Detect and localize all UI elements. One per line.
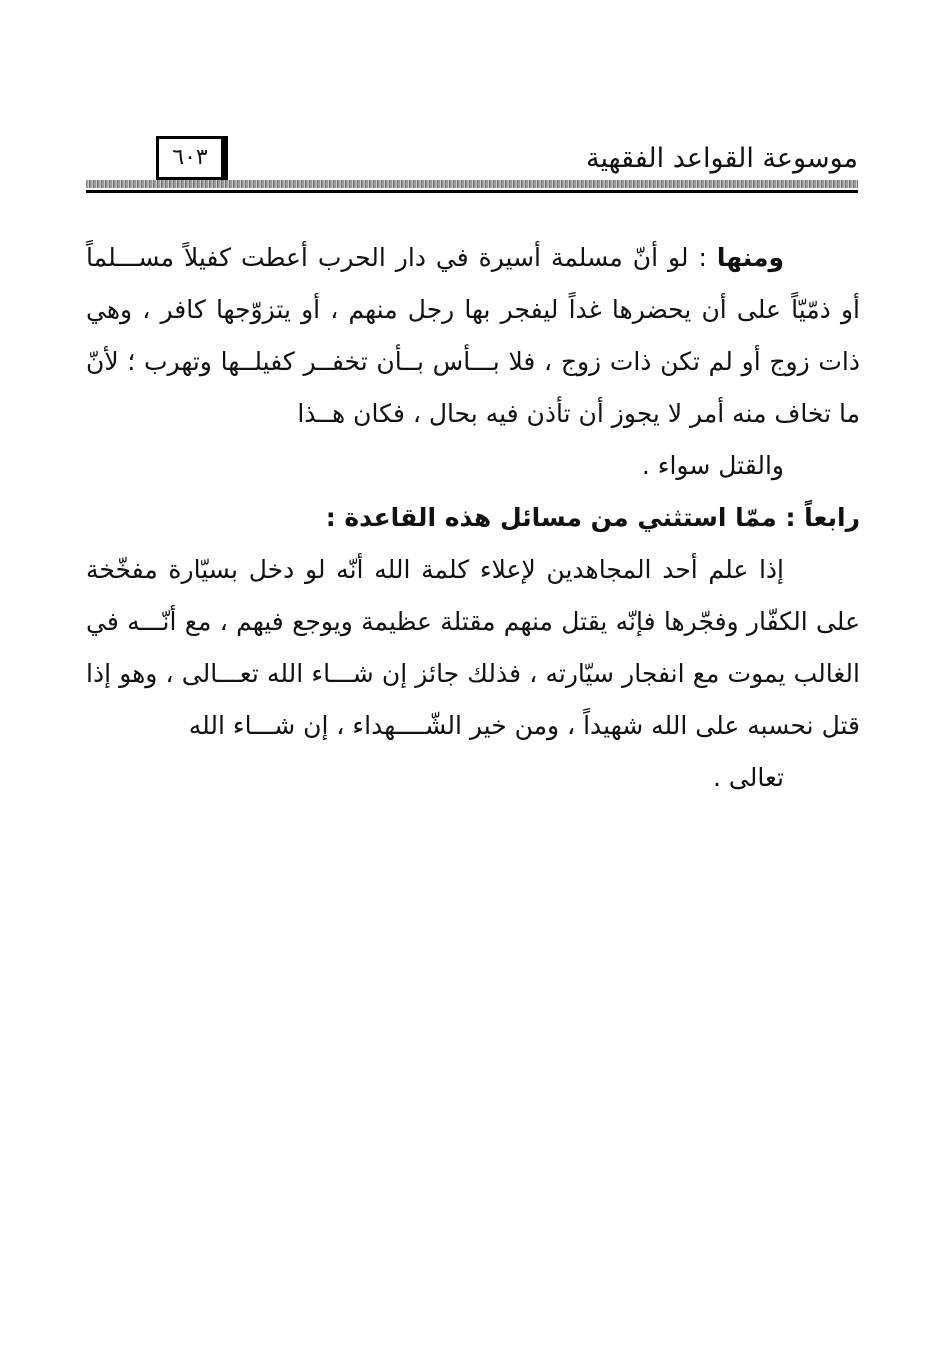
page-number: ٦٠٣ (156, 136, 228, 180)
paragraph-text: إذا علم أحد المجاهدين لإعلاء كلمة الله أنّه لو دخل بسيّارة مفخّخة على الكفّار وفجّرها فإنّه يقتل منهم مقتلة عظيمة ويوجع فيهم ، مع أنّـــه في الغالب يموت مع انفجار سيّارته ، فذلك جائز إن شـــاء الله تعـــالى ، وهو إذا قتل نحسبه على الله شهيداً ، ومن خير الشّــــهداء ، إن شـــاء الله (86, 555, 860, 740)
page-body (86, 232, 860, 804)
section-heading: رابعاً : ممّا استثني من مسائل هذه القاعدة : (325, 503, 860, 532)
header-rule-line (86, 190, 858, 193)
paragraph-exception (86, 544, 860, 804)
running-title: موسوعة القواعد الفقهية (586, 143, 858, 174)
page-header (86, 136, 858, 198)
paragraph-example (86, 232, 860, 492)
paragraph-ending: تعالى . (713, 763, 784, 792)
header-rule-band (86, 180, 858, 188)
paragraph-text: : لو أنّ مسلمة أسيرة في دار الحرب أعطت كفيلاً مســـلماً أو ذمّيّاً على أن يحضرها غداً ليفجر بها رجل منهم ، أو يتزوّجها كافر ، وهي ذات زوج أو لم تكن ذات زوج ، فلا بـــأس بــأن تخفــر كفيلــها وتهرب ؛ لأنّ ما تخاف منه أمر لا يجوز أن تأذن فيه بحال ، فكان هــذا (86, 243, 860, 428)
paragraph-ending: والقتل سواء . (641, 451, 784, 480)
paragraph-lead-word: ومنها (716, 243, 785, 272)
